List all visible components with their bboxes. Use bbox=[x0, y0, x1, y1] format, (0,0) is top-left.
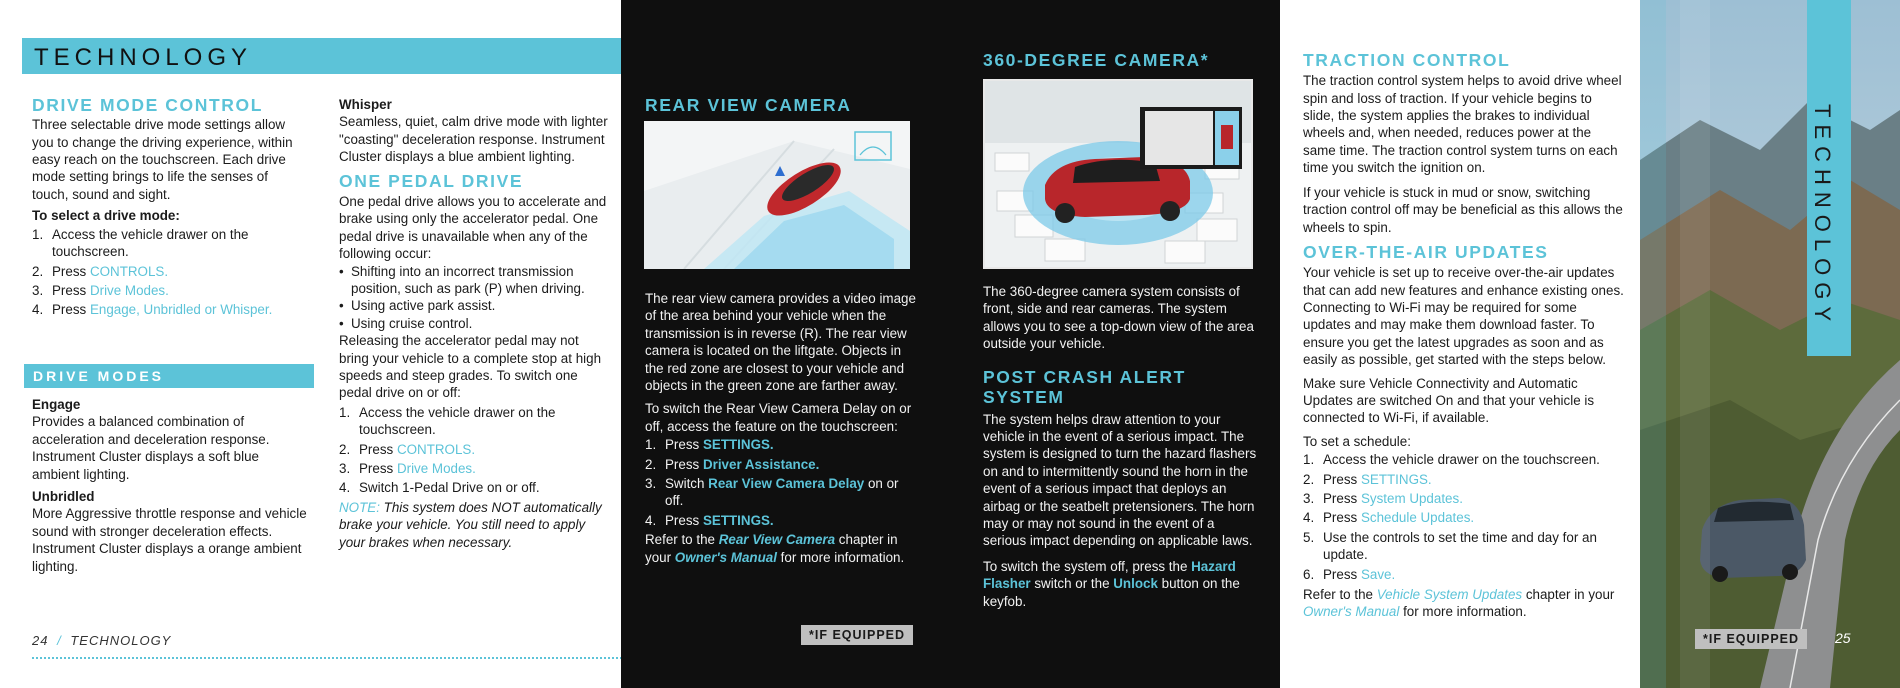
whisper-title: Whisper bbox=[339, 97, 392, 112]
rear-camera-illustration bbox=[644, 121, 910, 269]
drive-modes-heading: DRIVE MODES bbox=[33, 368, 165, 384]
whisper-text: Seamless, quiet, calm drive mode with lighter "coasting" deceleration response. Instrument Cluster displays a blue ambient lighting. bbox=[339, 114, 608, 165]
post-crash-heading: POST CRASH ALERT SYSTEM bbox=[983, 366, 1186, 407]
footer-section: TECHNOLOGY bbox=[70, 633, 172, 648]
list-item: 3. Press Drive Modes. bbox=[32, 282, 169, 298]
rear-camera-switch-text: To switch the Rear View Camera Delay on or off, access the feature on the touchscreen: bbox=[645, 401, 912, 434]
list-item: 3. Press System Updates. bbox=[1303, 491, 1463, 507]
footer-left bbox=[32, 633, 171, 648]
traction-heading: TRACTION CONTROL bbox=[1303, 50, 1511, 70]
if-equipped-badge-right: *IF EQUIPPED bbox=[1695, 629, 1807, 649]
rear-camera-text: The rear view camera provides a video image of the area behind your vehicle when the transmission is in reverse (R). The rear view camera is located on the liftgate. Objects in the red zone are closest to your vehicle and objects in the green zone are farther away. bbox=[645, 291, 916, 394]
engage-text: Provides a balanced combination of acceleration and deceleration response. Instrument Cluster displays a soft blue ambient lighting. bbox=[32, 414, 270, 482]
list-item: 3. Press Drive Modes. bbox=[339, 460, 476, 476]
page-title: TECHNOLOGY bbox=[34, 44, 253, 71]
list-item: 1. Press SETTINGS. bbox=[645, 437, 774, 453]
ota-text-1: Your vehicle is set up to receive over-the-air updates that can add new features and enhance existing ones. Connecting to Wi-Fi may be required for some updates and may make them download faster. To ensure you get the latest upgrades as soon and as easily as possible, get started with the steps below. bbox=[1303, 265, 1624, 368]
list-item: 1. Access the vehicle drawer on the touchscreen. bbox=[339, 404, 556, 438]
list-item: 4. Press Engage, Unbridled or Whisper. bbox=[32, 302, 273, 318]
list-item: • Using active park assist. bbox=[339, 297, 611, 314]
list-item: 4. Press Schedule Updates. bbox=[1303, 510, 1475, 526]
list-item: • Using cruise control. bbox=[339, 315, 611, 332]
one-pedal-releasing: Releasing the accelerator pedal may not bring your vehicle to a complete stop at high speeds and steep grades. To switch one pedal drive on or off: bbox=[339, 333, 602, 401]
column-left bbox=[32, 96, 304, 321]
rear-camera-image bbox=[644, 121, 910, 269]
one-pedal-intro: One pedal drive allows you to accelerate and brake using only the accelerator pedal. One pedal drive is unavailable when any of the following occur: bbox=[339, 193, 607, 262]
camera360-body bbox=[983, 283, 1261, 610]
suv-illustration bbox=[1700, 498, 1806, 582]
traction-text-1: The traction control system helps to avoid drive wheel spin and loss of traction. If your vehicle begins to slide, the system applies the brakes to individual wheels and, when needed, reduces power at the same time. The traction control system turns on each time you switch the ignition on. bbox=[1303, 73, 1622, 176]
list-item: 4. Switch 1-Pedal Drive on or off. bbox=[339, 480, 540, 496]
one-pedal-heading: ONE PEDAL DRIVE bbox=[339, 170, 524, 191]
list-item: 2. Press CONTROLS. bbox=[32, 263, 169, 279]
drive-modes-bar bbox=[24, 364, 314, 388]
side-tab bbox=[1807, 0, 1851, 356]
list-item: 2. Press SETTINGS. bbox=[1303, 471, 1432, 487]
rear-camera-refer: Refer to the Rear View Camera chapter in your Owner's Manual for more information. bbox=[645, 532, 905, 565]
page-number-right: 25 bbox=[1835, 630, 1851, 646]
ota-refer: Refer to the Vehicle System Updates chapter in your Owner's Manual for more information. bbox=[1303, 587, 1615, 620]
rear-camera-body bbox=[645, 290, 917, 566]
side-tab-label: TECHNOLOGY bbox=[1810, 104, 1835, 329]
one-pedal-steps bbox=[339, 404, 611, 497]
dark-panel bbox=[621, 0, 1280, 688]
post-crash-off: To switch the system off, press the Hazard Flasher switch or the Unlock button on the keyfob. bbox=[983, 558, 1240, 609]
list-item: 2. Press CONTROLS. bbox=[339, 441, 476, 457]
drive-mode-steps bbox=[32, 226, 304, 319]
traction-text-2: If your vehicle is stuck in mud or snow, switching traction control off may be beneficial as this allows the wheels to spin. bbox=[1303, 184, 1623, 235]
ota-text-2: Make sure Vehicle Connectivity and Automatic Updates are switched On and that your vehicle is connected to Wi-Fi, if available. bbox=[1303, 375, 1595, 426]
camera360-text: The 360-degree camera system consists of front, side and rear cameras. The system allows you to see a top-down view of the area outside your vehicle. bbox=[983, 284, 1254, 352]
list-item: 4. Press SETTINGS. bbox=[645, 512, 774, 528]
one-pedal-conditions bbox=[339, 263, 611, 333]
list-item: 3. Switch Rear View Camera Delay on or off. bbox=[645, 476, 899, 509]
select-drive-mode-heading: To select a drive mode: bbox=[32, 208, 180, 224]
rear-camera-heading: REAR VIEW CAMERA bbox=[645, 95, 852, 115]
page-number: 24 bbox=[32, 633, 49, 648]
list-item: • Shifting into an incorrect transmission position, such as park (P) when driving. bbox=[339, 263, 611, 298]
column-right bbox=[1303, 51, 1625, 621]
ota-steps bbox=[1303, 451, 1625, 583]
list-item: 6. Press Save. bbox=[1303, 566, 1396, 582]
drive-mode-control-heading: DRIVE MODE CONTROL bbox=[32, 95, 264, 115]
camera360-illustration bbox=[983, 79, 1253, 269]
drive-mode-control-intro: Three selectable drive mode settings allow you to change the driving experience, within easy reach on the touchscreen. Each drive mode setting brings to life the senses of touch, sound and sight. bbox=[32, 117, 293, 202]
camera360-heading: 360-DEGREE CAMERA* bbox=[983, 50, 1210, 70]
rear-camera-steps bbox=[645, 436, 917, 529]
column-middle bbox=[339, 96, 611, 551]
list-item: 1. Access the vehicle drawer on the touchscreen. bbox=[1303, 452, 1600, 468]
post-crash-text: The system helps draw attention to your vehicle in the event of a serious impact. The system is designed to turn the hazard flashers on and to intermittently sound the horn in the event of a serious impact that deploys an airbag or the seatbelt pretensioners. The horn may or may not sound in the event of a serious impact depending on applicable laws. bbox=[983, 411, 1257, 549]
unbridled-title: Unbridled bbox=[32, 489, 95, 505]
drive-modes-list bbox=[32, 396, 310, 575]
list-item: 1. Access the vehicle drawer on the touchscreen. bbox=[32, 226, 249, 260]
landscape-photo bbox=[1640, 0, 1900, 688]
unbridled-text: More Aggressive throttle response and vehicle sound with stronger deceleration effects. Instrument Cluster displays a orange ambient lighting. bbox=[32, 506, 307, 574]
page-separator: / bbox=[57, 633, 62, 648]
mountain-road-image bbox=[1640, 0, 1900, 688]
engage-title: Engage bbox=[32, 397, 81, 412]
list-item: 2. Press Driver Assistance. bbox=[645, 456, 820, 472]
if-equipped-badge: *IF EQUIPPED bbox=[801, 625, 913, 645]
ota-heading: OVER-THE-AIR UPDATES bbox=[1303, 241, 1549, 262]
camera360-image bbox=[985, 81, 1251, 267]
ota-schedule: To set a schedule: bbox=[1303, 433, 1411, 449]
one-pedal-note: NOTE: This system does NOT automatically brake your vehicle. You still need to apply your brakes when necessary. bbox=[339, 499, 602, 550]
list-item: 5. Use the controls to set the time and day for an update. bbox=[1303, 529, 1597, 563]
